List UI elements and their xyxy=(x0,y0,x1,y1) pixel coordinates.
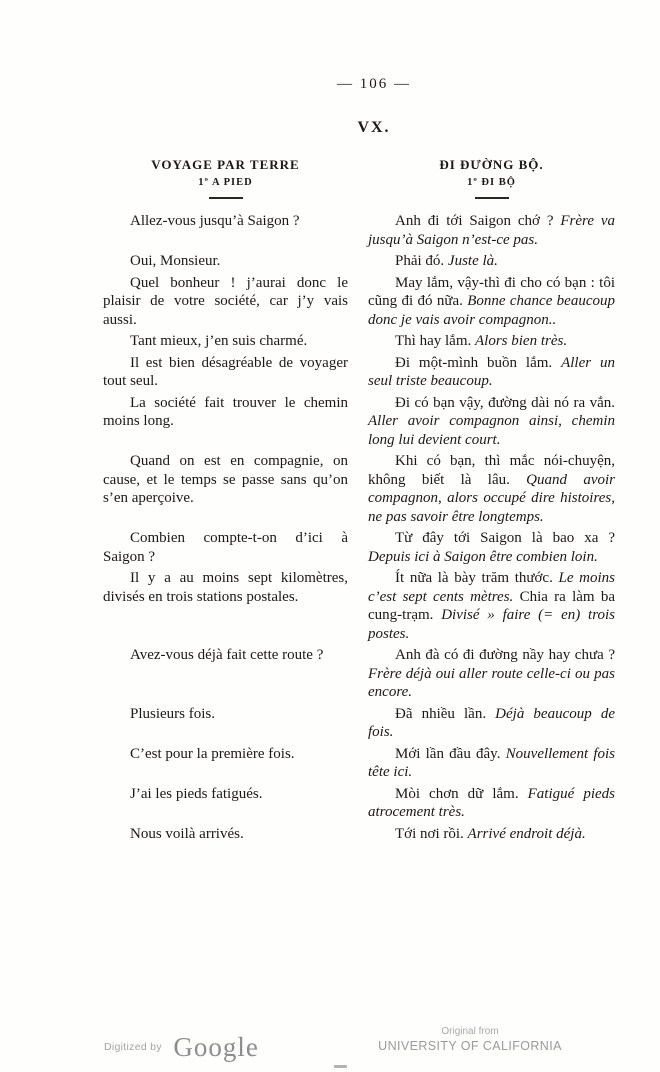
literal-translation: Depuis ici à Saigon être combien loin. xyxy=(368,548,598,565)
french-phrase: Il est bien désagréable de voyager tout seul. xyxy=(103,354,348,389)
vietnamese-phrase xyxy=(368,785,615,822)
french-phrase: Allez-vous jusqu’à Saigon ? xyxy=(130,213,300,229)
phrase-row xyxy=(103,452,615,526)
french-phrase: C’est pour la première fois. xyxy=(130,745,295,762)
phrase-row xyxy=(103,825,615,844)
vietnamese-text: Đi một-mình buồn lắm. xyxy=(395,354,562,371)
vietnamese-column-subtitle: 1º ĐI BỘ xyxy=(467,177,516,188)
vietnamese-phrase xyxy=(368,394,615,450)
vietnamese-text: Khi có bạn, thì mắc nói-chuyện, không biết là lâu. xyxy=(368,453,615,488)
vietnamese-phrase xyxy=(368,569,615,643)
vietnamese-phrase xyxy=(368,354,615,391)
literal-translation: Quand avoir compagnon, alors occupé dire histoires, ne pas savoir être longtemps. xyxy=(368,471,615,525)
french-phrase: Plusieurs fois. xyxy=(130,705,216,722)
phrase-row xyxy=(103,212,615,249)
vietnamese-text: Tới nơi rồi. xyxy=(395,825,468,842)
literal-translation: Déjà beaucoup de fois. xyxy=(368,705,615,740)
institution-label: UNIVERSITY OF CALIFORNIA xyxy=(378,1039,562,1053)
header-rule xyxy=(209,197,243,199)
literal-translation: Divisé » faire (= en) trois postes. xyxy=(368,607,615,642)
vietnamese-phrase xyxy=(368,252,615,271)
phrase-row xyxy=(103,354,615,391)
scan-footer xyxy=(0,1024,660,1068)
column-headers xyxy=(103,157,615,199)
vietnamese-text: Thì hay lắm. xyxy=(395,333,475,349)
french-phrase: Tant mieux, j’en suis charmé. xyxy=(130,333,308,349)
vietnamese-text: Chia ra làm ba cung-trạm. xyxy=(368,588,615,623)
literal-translation: Aller un seul triste beaucoup. xyxy=(368,354,615,389)
literal-translation: Alors bien très. xyxy=(474,333,568,349)
french-column-subtitle: 1º A PIED xyxy=(198,177,253,188)
literal-translation: Bonne chance beaucoup donc je vais avoir compagnon.. xyxy=(368,293,615,328)
vietnamese-column-header xyxy=(368,157,615,199)
phrase-row xyxy=(103,274,615,330)
vietnamese-text: Mòi chơn dữ lắm. xyxy=(395,785,528,802)
phrase-row xyxy=(103,569,615,643)
literal-translation: Aller avoir compagnon ainsi, chemin long lui devient court. xyxy=(368,413,615,448)
phrase-row xyxy=(103,529,615,566)
french-phrase: Nous voilà arrivés. xyxy=(130,825,244,842)
phrase-row xyxy=(103,252,615,271)
french-phrase: Quand on est en compagnie, on cause, et le temps se passe sans qu’on s’en aperçoive. xyxy=(103,453,348,506)
vietnamese-phrase xyxy=(368,705,615,742)
literal-translation: Fatigué pieds atrocement très. xyxy=(368,785,615,820)
original-from-block xyxy=(360,1026,580,1053)
vietnamese-phrase xyxy=(368,529,615,566)
vietnamese-text: Anh đà có đi đường nầy hay chưa ? xyxy=(395,647,615,663)
literal-translation: Frère va jusqu’à Saigon n’est-ce pas. xyxy=(368,213,615,248)
vietnamese-text: Mới lần đầu đây. xyxy=(395,745,506,762)
vietnamese-phrase xyxy=(368,646,615,702)
digitized-by-label: Digitized by xyxy=(104,1041,162,1053)
vietnamese-phrase xyxy=(368,452,615,526)
google-logo: Google xyxy=(173,1032,259,1062)
literal-translation: Nouvellement fois tête ici. xyxy=(368,745,615,780)
french-phrase: J’ai les pieds fatigués. xyxy=(130,785,263,802)
vietnamese-text: May lắm, vậy-thì đi cho có bạn : tôi cũng đi đó nữa. xyxy=(368,274,615,309)
literal-translation: Frère déjà oui aller route celle-ci ou pas encore. xyxy=(368,665,615,700)
section-number: VX. xyxy=(357,119,391,136)
phrase-row xyxy=(103,705,615,742)
phrase-row xyxy=(103,394,615,450)
vietnamese-text: Từ đây tới Saigon là bao xa ? xyxy=(395,530,615,546)
phrase-row xyxy=(103,785,615,822)
vietnamese-phrase xyxy=(368,332,615,351)
french-phrase: Quel bonheur ! j’aurai donc le plaisir de votre société, car j’y vais aussi. xyxy=(103,274,348,328)
vietnamese-phrase xyxy=(368,825,615,844)
literal-translation: Juste là. xyxy=(447,253,498,269)
french-phrase: La société fait trouver le chemin moins long. xyxy=(103,394,348,429)
vietnamese-text: Phải đó. xyxy=(395,253,448,269)
phrase-row xyxy=(103,332,615,351)
digitized-by-google xyxy=(104,1032,259,1063)
french-phrase: Il y a au moins sept kilomètres, divisés en trois stations postales. xyxy=(103,570,348,605)
literal-translation: Le moins c’est sept cents mètres. xyxy=(368,570,615,605)
header-rule xyxy=(475,197,509,199)
page-number: — 106 — xyxy=(337,76,411,92)
vietnamese-text: Đi có bạn vậy, đường dài nó ra vắn. xyxy=(395,394,615,411)
french-phrase: Oui, Monsieur. xyxy=(130,253,221,269)
page-content xyxy=(103,0,615,843)
vietnamese-column-title: ĐI ĐƯỜNG BỘ. xyxy=(439,157,544,172)
french-phrase: Combien compte-t-on d’ici à Saigon ? xyxy=(103,530,348,565)
vietnamese-phrase xyxy=(368,274,615,330)
scan-speck-artifact xyxy=(334,1065,347,1068)
literal-translation: Arrivé endroit déjà. xyxy=(467,825,586,842)
french-column-header xyxy=(103,157,348,199)
vietnamese-phrase xyxy=(368,212,615,249)
vietnamese-text: Anh đi tới Saigon chớ ? xyxy=(395,213,561,229)
vietnamese-phrase xyxy=(368,745,615,782)
original-from-label: Original from xyxy=(441,1026,499,1037)
french-phrase: Avez-vous déjà fait cette route ? xyxy=(130,647,324,663)
french-column-title: VOYAGE PAR TERRE xyxy=(151,157,300,172)
phrase-row xyxy=(103,646,615,702)
phrase-row xyxy=(103,745,615,782)
phrase-rows xyxy=(103,212,615,843)
vietnamese-text: Ít nữa là bày trăm thước. xyxy=(395,570,559,586)
vietnamese-text: Đã nhiều lần. xyxy=(395,705,496,722)
